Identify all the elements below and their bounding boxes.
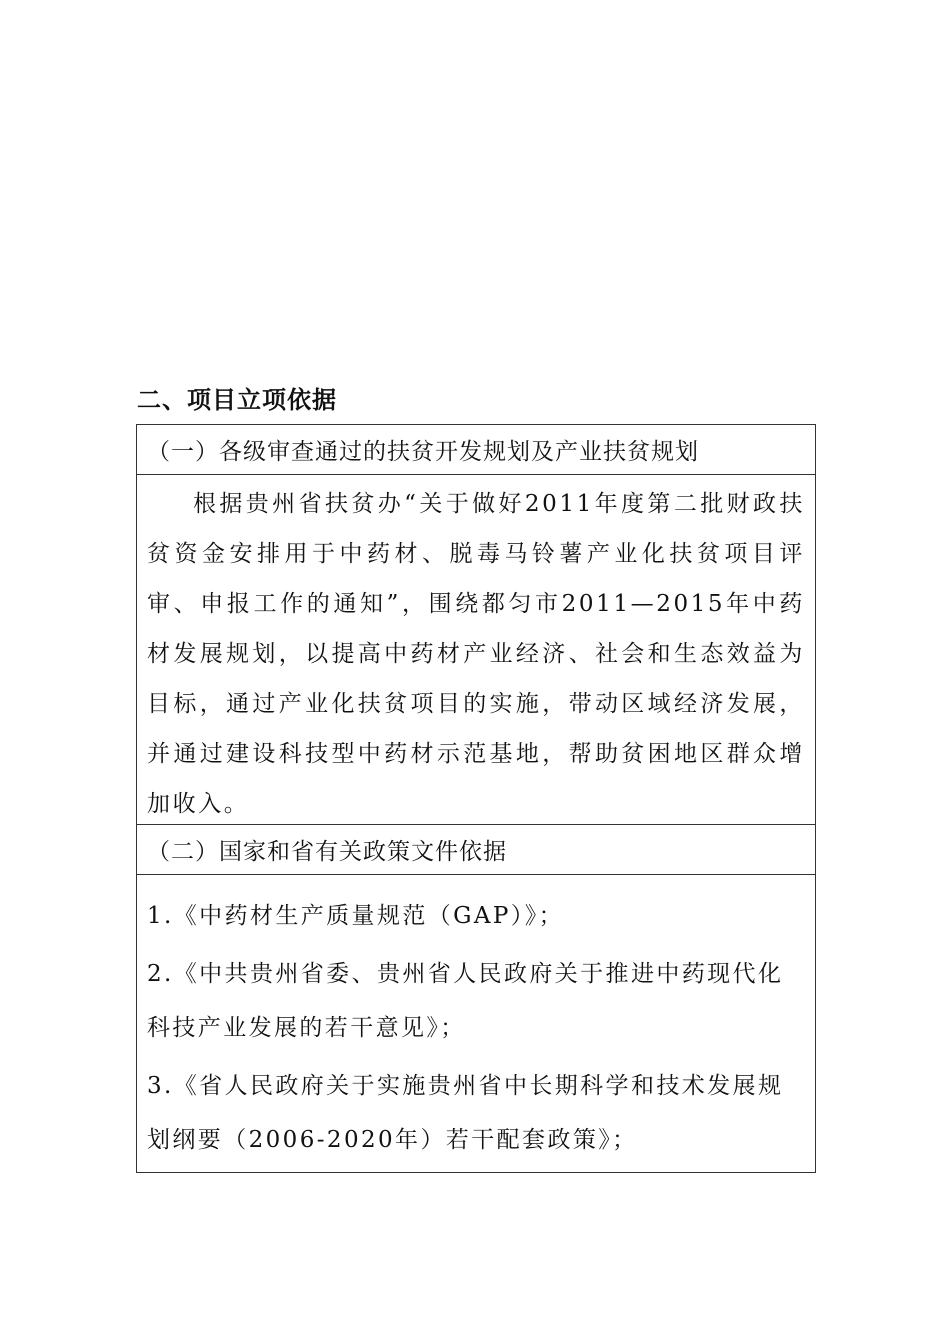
list-item-2-line-2: 科技产业发展的若干意见》； <box>147 1015 466 1041</box>
part1-title: （一）各级审查通过的扶贫开发规划及产业扶贫规划 <box>147 439 699 465</box>
list-item <box>147 1059 805 1167</box>
list-item-1-line-1: 1.《中药材生产质量规范（GAP）》； <box>147 903 565 929</box>
section-heading: 二、项目立项依据 <box>137 386 337 414</box>
list-item-2-line-1: 2.《中共贵州省委、贵州省人民政府关于推进中药现代化 <box>147 961 784 987</box>
part2-title: （二）国家和省有关政策文件依据 <box>147 839 507 865</box>
part2-list-row <box>137 875 815 1172</box>
list-item <box>147 889 805 943</box>
list-item-3-line-1: 3.《省人民政府关于实施贵州省中长期科学和技术发展规 <box>147 1073 784 1099</box>
list-item-3-line-2: 划纲要（2006-2020年）若干配套政策》； <box>147 1127 638 1153</box>
part1-body-row <box>137 475 815 825</box>
part1-paragraph: 根据贵州省扶贫办“关于做好2011年度第二批财政扶贫资金安排用于中药材、脱毒马铃薯产业化扶贫项目评审、申报工作的通知”，围绕都匀市2011—2015年中药材发展规划，以提高中药材产业经济、社会和生态效益为目标，通过产业化扶贫项目的实施，带动区域经济发展，并通过建设科技型中药材示范基地，帮助贫困地区群众增加收入。 <box>147 491 805 817</box>
part1-title-row <box>137 425 815 475</box>
part2-title-row <box>137 825 815 875</box>
list-item <box>147 947 805 1055</box>
basis-table <box>136 424 816 1173</box>
